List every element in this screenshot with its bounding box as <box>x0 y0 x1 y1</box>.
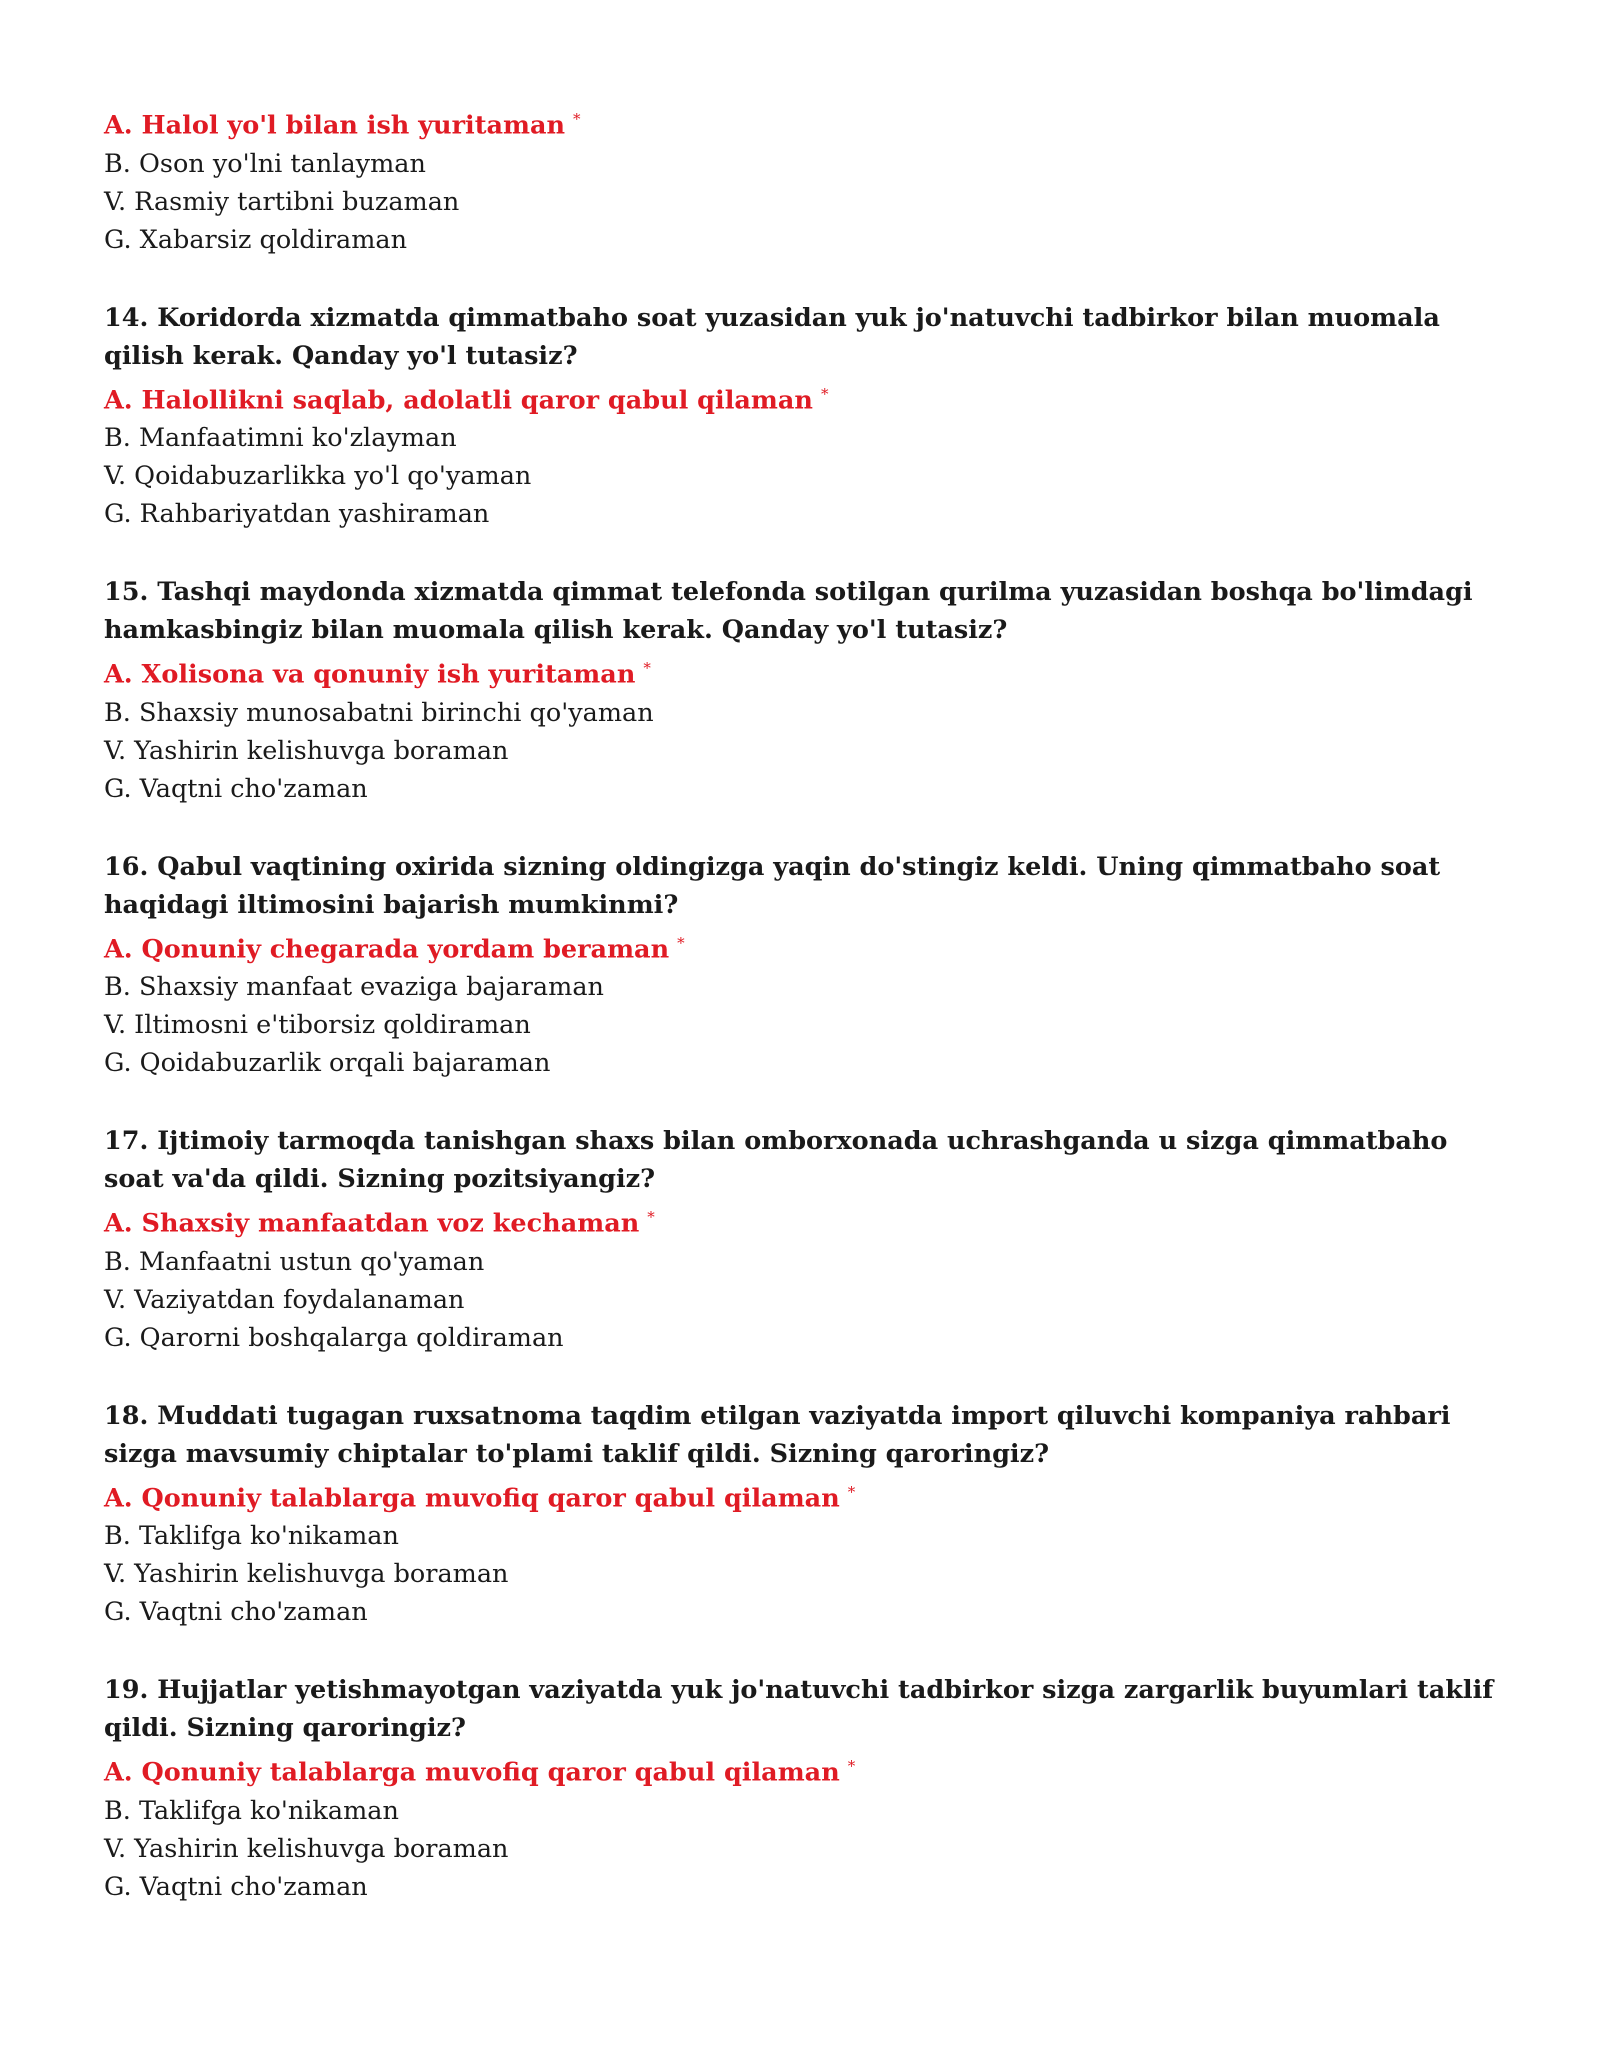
question-block <box>104 100 1520 259</box>
correct-answer-option <box>104 1198 1520 1243</box>
answer-option <box>104 495 1520 533</box>
option-label: G. Vaqtni cho'zaman <box>104 1871 368 1902</box>
option-label: G. Qarorni boshqalarga qoldiraman <box>104 1322 564 1353</box>
correct-answer-option <box>104 100 1520 145</box>
correct-marker: * <box>847 1757 856 1775</box>
option-label: B. Taklifga ko'nikaman <box>104 1521 399 1551</box>
option-label: A. Halol yo'l bilan ish yuritaman <box>104 110 566 141</box>
answer-option <box>104 1044 1520 1082</box>
option-label: V. Yashirin kelishuvga boraman <box>104 1559 509 1589</box>
correct-marker: * <box>573 110 581 128</box>
question-text: 19. Hujjatlar yetishmayotgan vaziyatda yuk jo'natuvchi tadbirkor sizga zargarlik buyumlari taklif qildi. Sizning qaroringiz? <box>104 1675 1494 1743</box>
correct-marker: * <box>643 659 651 677</box>
option-label: B. Shaxsiy munosabatni birinchi qo'yaman <box>104 697 654 728</box>
correct-answer-option <box>104 1747 1520 1792</box>
question-text: 17. Ijtimoiy tarmoqda tanishgan shaxs bilan omborxonada uchrashganda u sizga qimmatbaho soat va'da qildi. Sizning pozitsiyangiz? <box>104 1126 1448 1194</box>
question-block <box>104 299 1520 534</box>
option-label: V. Yashirin kelishuvga boraman <box>104 1833 509 1864</box>
option-label: V. Qoidabuzarlikka yo'l qo'yaman <box>104 461 532 491</box>
option-label: G. Vaqtni cho'zaman <box>104 773 368 804</box>
answer-option <box>104 968 1520 1006</box>
option-label: V. Rasmiy tartibni buzaman <box>104 186 460 217</box>
answer-option <box>104 145 1520 183</box>
question-text: 16. Qabul vaqtining oxirida sizning oldingizga yaqin do'stingiz keldi. Uning qimmatbaho soat haqidagi iltimosini bajarish mumkinmi? <box>104 851 1441 920</box>
correct-marker: * <box>677 933 685 952</box>
option-label: B. Taklifga ko'nikaman <box>104 1795 399 1826</box>
correct-answer-option <box>104 649 1520 694</box>
question-text: 14. Koridorda xizmatda qimmatbaho soat yuzasidan yuk jo'natuvchi tadbirkor bilan muomala qilish kerak. Qanday yo'l tutasiz? <box>104 302 1440 371</box>
question-block <box>104 1122 1520 1357</box>
option-label: V. Iltimosni e'tiborsiz qoldiraman <box>104 1010 531 1040</box>
option-label: B. Shaxsiy manfaat evaziga bajaraman <box>104 972 604 1002</box>
question-text: 15. Tashqi maydonda xizmatda qimmat telefonda sotilgan qurilma yuzasidan boshqa bo'limdagi hamkasbingiz bilan muomala qilish kerak. Qanday yo'l tutasiz? <box>104 577 1473 645</box>
option-label: A. Shaxsiy manfaatdan voz kechaman <box>104 1208 640 1239</box>
correct-answer-option <box>104 1473 1520 1518</box>
answer-option <box>104 183 1520 221</box>
option-label: B. Manfaatimni ko'zlayman <box>104 423 457 453</box>
option-label: A. Qonuniy talablarga muvofiq qaror qabul qilaman <box>104 1483 840 1513</box>
answer-option <box>104 1243 1520 1281</box>
answer-option <box>104 457 1520 495</box>
answer-option <box>104 221 1520 259</box>
answer-option <box>104 1006 1520 1044</box>
answer-option <box>104 1830 1520 1868</box>
question-block <box>104 848 1520 1083</box>
answer-option <box>104 1319 1520 1357</box>
answer-option <box>104 419 1520 457</box>
option-label: V. Yashirin kelishuvga boraman <box>104 735 509 766</box>
answer-option <box>104 694 1520 732</box>
question-block <box>104 573 1520 808</box>
question-text: 18. Muddati tugagan ruxsatnoma taqdim etilgan vaziyatda import qiluvchi kompaniya rahbari sizga mavsumiy chiptalar to'plami taklif qildi. Sizning qaroringiz? <box>104 1400 1451 1469</box>
correct-answer-option <box>104 924 1520 969</box>
answer-option <box>104 1593 1520 1631</box>
option-label: A. Xolisona va qonuniy ish yuritaman <box>104 659 636 690</box>
question-block <box>104 1397 1520 1632</box>
correct-marker: * <box>820 384 829 403</box>
answer-option <box>104 732 1520 770</box>
answer-option <box>104 1555 1520 1593</box>
option-label: G. Xabarsiz qoldiraman <box>104 224 408 255</box>
option-label: A. Qonuniy talablarga muvofiq qaror qabul qilaman <box>104 1757 840 1788</box>
option-label: A. Halollikni saqlab, adolatli qaror qabul qilaman <box>104 385 813 415</box>
option-label: A. Qonuniy chegarada yordam beraman <box>104 934 670 964</box>
question-block <box>104 1671 1520 1906</box>
answer-option <box>104 1281 1520 1319</box>
answer-option <box>104 1792 1520 1830</box>
answer-option <box>104 770 1520 808</box>
option-label: G. Qoidabuzarlik orqali bajaraman <box>104 1048 551 1078</box>
option-label: V. Vaziyatdan foydalanaman <box>104 1284 465 1315</box>
correct-answer-option <box>104 375 1520 420</box>
option-label: G. Rahbariyatdan yashiraman <box>104 499 490 529</box>
answer-option <box>104 1517 1520 1555</box>
answer-option <box>104 1868 1520 1906</box>
correct-marker: * <box>647 1208 655 1226</box>
option-label: G. Vaqtni cho'zaman <box>104 1597 368 1627</box>
option-label: B. Oson yo'lni tanlayman <box>104 148 426 179</box>
option-label: B. Manfaatni ustun qo'yaman <box>104 1246 485 1277</box>
correct-marker: * <box>847 1482 856 1501</box>
